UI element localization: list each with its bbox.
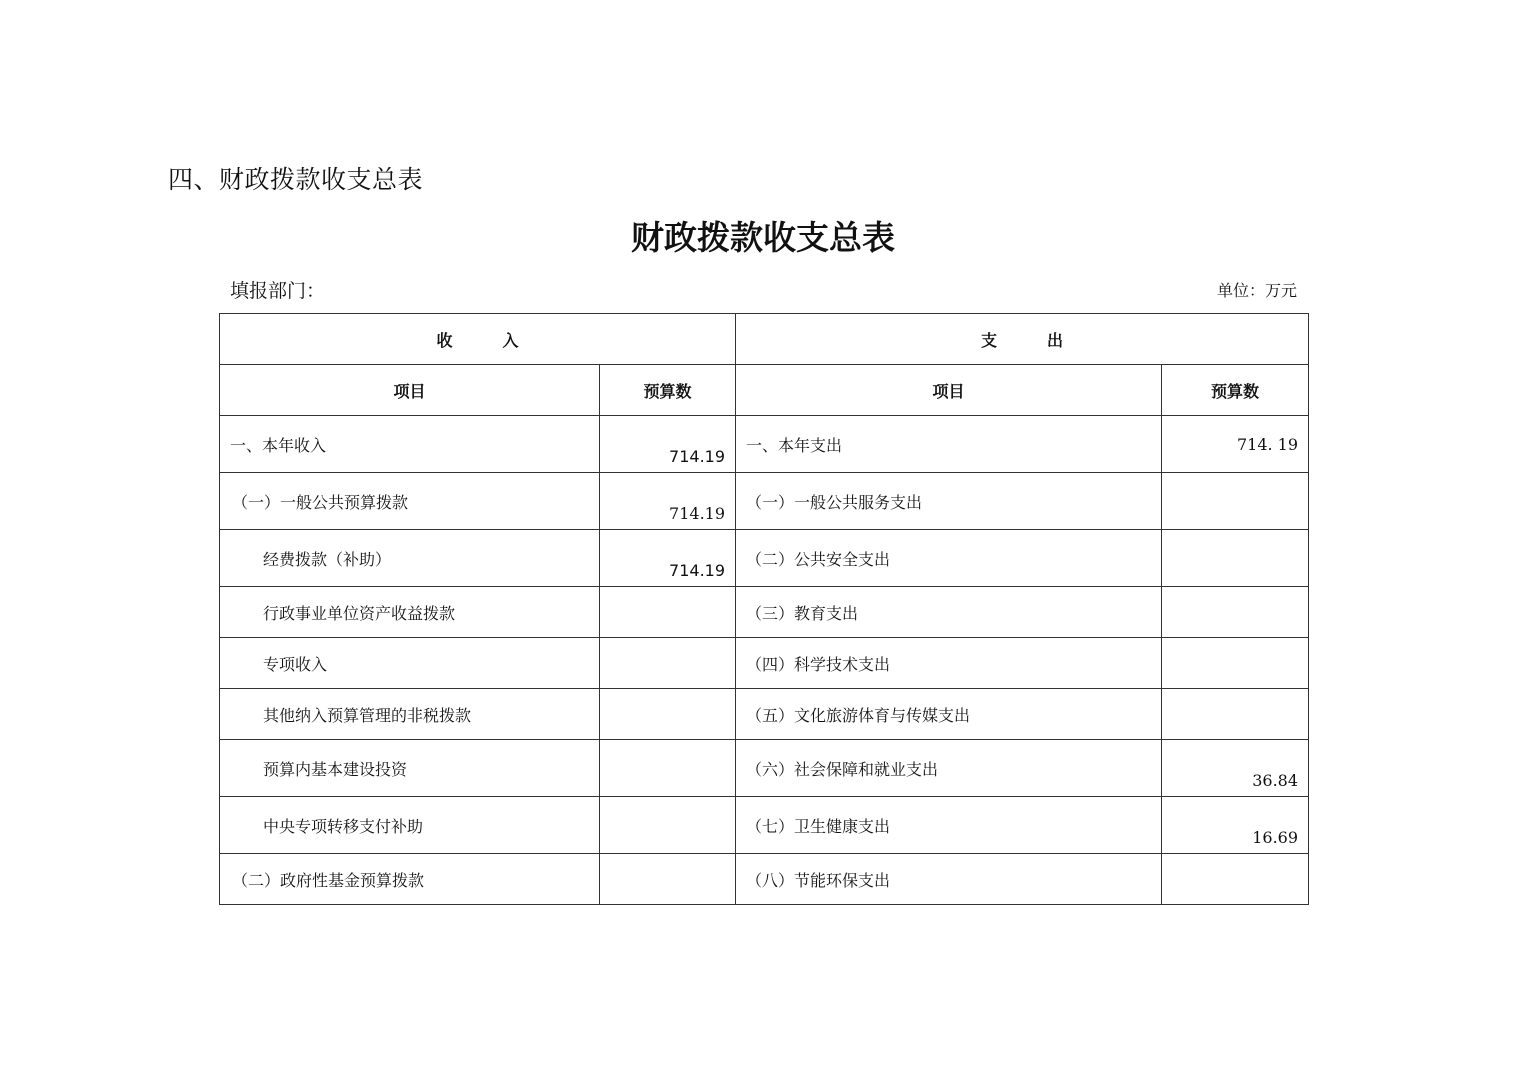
expense-value <box>1162 854 1309 905</box>
expense-item: （二）公共安全支出 <box>736 530 1162 587</box>
income-header: 收入 <box>220 314 736 365</box>
income-item: 预算内基本建设投资 <box>220 740 600 797</box>
table-row <box>220 854 1309 905</box>
expense-value: 16.69 <box>1162 797 1309 854</box>
expense-header: 支出 <box>736 314 1309 365</box>
income-item: （一）一般公共预算拨款 <box>220 473 600 530</box>
income-value: 714.19 <box>600 416 736 473</box>
expense-item: 一、本年支出 <box>736 416 1162 473</box>
income-budget-col-header: 预算数 <box>600 365 736 416</box>
table-row <box>220 416 1309 473</box>
table-row <box>220 638 1309 689</box>
expense-item: （七）卫生健康支出 <box>736 797 1162 854</box>
income-value: 714.19 <box>600 473 736 530</box>
expense-value: 36.84 <box>1162 740 1309 797</box>
document-title: 财政拨款收支总表 <box>631 218 895 257</box>
expense-value <box>1162 587 1309 638</box>
income-item: 经费拨款（补助） <box>220 530 600 587</box>
income-item-col-header: 项目 <box>220 365 600 416</box>
income-value <box>600 587 736 638</box>
table-row <box>220 797 1309 854</box>
table-column-header-row <box>220 365 1309 416</box>
income-value: 714.19 <box>600 530 736 587</box>
table-row <box>220 473 1309 530</box>
expense-item: （三）教育支出 <box>736 587 1162 638</box>
expense-item-col-header: 项目 <box>736 365 1162 416</box>
expense-value <box>1162 689 1309 740</box>
income-item: （二）政府性基金预算拨款 <box>220 854 600 905</box>
income-value <box>600 638 736 689</box>
table-section-header-row <box>220 314 1309 365</box>
expense-item: （四）科学技术支出 <box>736 638 1162 689</box>
income-value <box>600 689 736 740</box>
expense-item: （五）文化旅游体育与传媒支出 <box>736 689 1162 740</box>
expense-item: （八）节能环保支出 <box>736 854 1162 905</box>
income-value <box>600 797 736 854</box>
expense-item: （一）一般公共服务支出 <box>736 473 1162 530</box>
expense-budget-col-header: 预算数 <box>1162 365 1309 416</box>
income-item: 其他纳入预算管理的非税拨款 <box>220 689 600 740</box>
expense-value <box>1162 530 1309 587</box>
budget-table <box>219 313 1309 905</box>
expense-value <box>1162 473 1309 530</box>
table-row <box>220 587 1309 638</box>
income-value <box>600 854 736 905</box>
income-item: 中央专项转移支付补助 <box>220 797 600 854</box>
expense-value: 714. 19 <box>1162 416 1309 473</box>
expense-value <box>1162 638 1309 689</box>
income-item: 行政事业单位资产收益拨款 <box>220 587 600 638</box>
table-row <box>220 689 1309 740</box>
dept-label: 填报部门： <box>230 280 326 302</box>
unit-label: 单位：万元 <box>1216 281 1297 300</box>
table-row <box>220 530 1309 587</box>
income-value <box>600 740 736 797</box>
expense-item: （六）社会保障和就业支出 <box>736 740 1162 797</box>
table-row <box>220 740 1309 797</box>
income-item: 一、本年收入 <box>220 416 600 473</box>
section-heading: 四、财政拨款收支总表 <box>168 165 424 194</box>
income-item: 专项收入 <box>220 638 600 689</box>
